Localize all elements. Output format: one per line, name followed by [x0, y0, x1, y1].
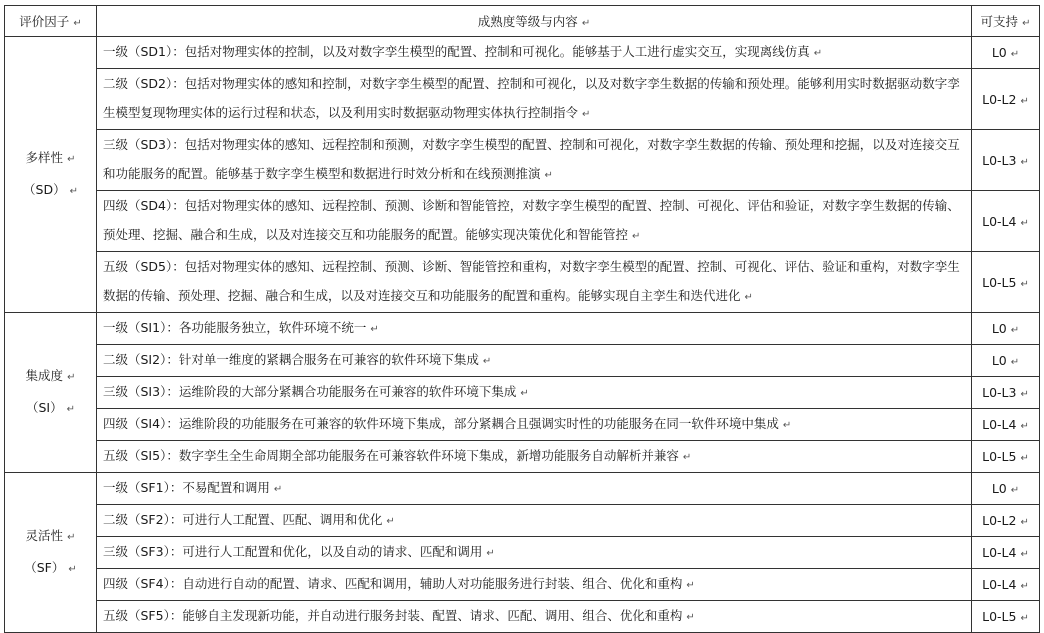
support-level — [972, 191, 1040, 252]
factor-name: 集成度 — [25, 367, 64, 383]
level-description — [97, 313, 972, 345]
support-level — [972, 377, 1040, 409]
description-text: 四级（SF4）：自动进行自动的配置、请求、匹配和调用，辅助人对功能服务进行封装、组合、优化和重构 — [103, 576, 683, 591]
description-text: 五级（SI5）：数字孪生全生命周期全部功能服务在可兼容软件环境下集成，新增功能服务自动解析并兼容 — [103, 448, 679, 463]
header-level-label: 可支持 — [980, 14, 1019, 29]
paragraph-mark-icon: ↵ — [370, 324, 379, 335]
paragraph-mark-icon: ↵ — [581, 18, 591, 29]
table-row — [5, 191, 1040, 252]
paragraph-mark-icon: ↵ — [73, 18, 82, 29]
description-text: 一级（SI1）：各功能服务独立，软件环境不统一 — [103, 320, 367, 335]
description-text: 五级（SD5）：包括对物理实体的感知、远程控制、预测、诊断、智能管控和重构，对数字孪生模型的配置、控制、可视化、评估、验证和重构，对数字孪生数据的传输、预处理、挖掘、融合和生成，以及对连接交互和功能服务的配置和重构。能够实现自主孪生和迭代进化 — [103, 259, 960, 303]
paragraph-mark-icon: ↵ — [67, 531, 76, 543]
table-row — [5, 313, 1040, 345]
paragraph-mark-icon: ↵ — [67, 153, 76, 165]
paragraph-mark-icon: ↵ — [544, 170, 553, 181]
level-description — [97, 505, 972, 537]
level-description — [97, 37, 972, 69]
paragraph-mark-icon: ↵ — [66, 403, 75, 415]
level-description — [97, 441, 972, 473]
factor-cell-integration — [5, 313, 97, 473]
support-level — [972, 569, 1040, 601]
paragraph-mark-icon: ↵ — [632, 231, 641, 242]
description-text: 二级（SD2）：包括对物理实体的感知和控制，对数字孪生模型的配置、控制和可视化，以及对数字孪生数据的传输和预处理。能够利用实时数据驱动数字孪生模型复现物理实体的运行过程和状态，以及利用实时数据驱动物理实体执行控制指令 — [103, 76, 960, 120]
support-level-value: L0-L4 — [982, 417, 1017, 432]
support-level — [972, 441, 1040, 473]
paragraph-mark-icon: ↵ — [1020, 581, 1029, 592]
table-row — [5, 69, 1040, 130]
paragraph-mark-icon: ↵ — [1020, 421, 1029, 432]
support-level-value: L0 — [991, 45, 1007, 60]
support-level-value: L0-L5 — [982, 449, 1017, 464]
table-row — [5, 601, 1040, 633]
description-text: 五级（SF5）：能够自主发现新功能，并自动进行服务封装、配置、请求、匹配、调用、组合、优化和重构 — [103, 608, 683, 623]
table-row — [5, 130, 1040, 191]
paragraph-mark-icon: ↵ — [1010, 49, 1020, 60]
support-level — [972, 409, 1040, 441]
support-level-value: L0-L2 — [982, 91, 1017, 107]
support-level-value: L0-L5 — [982, 274, 1017, 290]
paragraph-mark-icon: ↵ — [1020, 517, 1029, 528]
level-description — [97, 252, 972, 313]
level-description — [97, 130, 972, 191]
level-description — [97, 191, 972, 252]
description-text: 二级（SI2）：针对单一维度的紧耦合服务在可兼容的软件环境下集成 — [103, 352, 479, 367]
support-level — [972, 37, 1040, 69]
table-row — [5, 345, 1040, 377]
table-row — [5, 569, 1040, 601]
paragraph-mark-icon: ↵ — [782, 420, 792, 431]
table-row — [5, 37, 1040, 69]
support-level — [972, 601, 1040, 633]
paragraph-mark-icon: ↵ — [68, 563, 77, 575]
level-description — [97, 601, 972, 633]
description-text: 四级（SI4）：运维阶段的功能服务在可兼容的软件环境下集成，部分紧耦合且强调实时性的功能服务在同一软件环境中集成 — [103, 416, 779, 431]
paragraph-mark-icon: ↵ — [1020, 549, 1029, 560]
description-text: 三级（SD3）：包括对物理实体的感知、远程控制和预测，对数字孪生模型的配置、控制和可视化，对数字孪生数据的传输、预处理和挖掘，以及对连接交互和功能服务的配置。能够基于数字孪生模型和数据进行时效分析和在线预测推演 — [103, 137, 960, 181]
description-text: 二级（SF2）：可进行人工配置、匹配、调用和优化 — [103, 512, 383, 527]
paragraph-mark-icon: ↵ — [69, 185, 78, 197]
support-level-value: L0-L3 — [982, 385, 1017, 400]
table-row — [5, 377, 1040, 409]
factor-code: （SI） — [25, 399, 63, 415]
support-level-value: L0-L4 — [982, 577, 1017, 592]
support-level — [972, 252, 1040, 313]
support-level — [972, 130, 1040, 191]
table-row — [5, 409, 1040, 441]
table-row — [5, 473, 1040, 505]
factor-name: 多样性 — [25, 149, 64, 165]
support-level — [972, 537, 1040, 569]
level-description — [97, 345, 972, 377]
paragraph-mark-icon: ↵ — [686, 580, 695, 591]
paragraph-mark-icon: ↵ — [1020, 453, 1029, 464]
paragraph-mark-icon: ↵ — [67, 371, 76, 383]
paragraph-mark-icon: ↵ — [682, 452, 692, 463]
description-text: 四级（SD4）：包括对物理实体的感知、远程控制、预测、诊断和智能管控，对数字孪生模型的配置、控制、可视化、评估和验证，对数字孪生数据的传输、预处理、挖掘、融合和生成，以及对连接交互和功能服务的配置。能够实现决策优化和智能管控 — [103, 198, 960, 242]
paragraph-mark-icon: ↵ — [1020, 217, 1029, 229]
table-row — [5, 537, 1040, 569]
level-description — [97, 377, 972, 409]
support-level-value: L0 — [991, 481, 1007, 496]
description-text: 一级（SF1）：不易配置和调用 — [103, 480, 270, 495]
factor-code: （SD） — [23, 181, 66, 197]
support-level-value: L0-L4 — [982, 545, 1017, 560]
paragraph-mark-icon: ↵ — [813, 48, 823, 59]
paragraph-mark-icon: ↵ — [686, 612, 695, 623]
paragraph-mark-icon: ↵ — [1010, 325, 1020, 336]
paragraph-mark-icon: ↵ — [1020, 389, 1029, 400]
support-level — [972, 69, 1040, 130]
support-level — [972, 473, 1040, 505]
paragraph-mark-icon: ↵ — [482, 356, 492, 367]
header-level — [972, 6, 1040, 37]
paragraph-mark-icon: ↵ — [386, 516, 395, 527]
support-level — [972, 345, 1040, 377]
table-row — [5, 252, 1040, 313]
support-level-value: L0 — [991, 321, 1007, 336]
paragraph-mark-icon: ↵ — [1020, 278, 1029, 290]
paragraph-mark-icon: ↵ — [1010, 357, 1020, 368]
paragraph-mark-icon: ↵ — [1010, 485, 1020, 496]
paragraph-mark-icon: ↵ — [582, 109, 591, 120]
factor-name: 灵活性 — [25, 527, 64, 543]
support-level — [972, 505, 1040, 537]
paragraph-mark-icon: ↵ — [486, 548, 495, 559]
maturity-table — [4, 5, 1040, 633]
level-description — [97, 409, 972, 441]
support-level-value: L0-L4 — [982, 213, 1017, 229]
header-content-label: 成熟度等级与内容 — [477, 14, 578, 29]
support-level-value: L0-L2 — [982, 513, 1017, 528]
support-level-value: L0-L3 — [982, 152, 1017, 168]
paragraph-mark-icon: ↵ — [744, 292, 753, 303]
description-text: 三级（SI3）：运维阶段的大部分紧耦合功能服务在可兼容的软件环境下集成 — [103, 384, 517, 399]
factor-code: （SF） — [24, 559, 65, 575]
paragraph-mark-icon: ↵ — [520, 388, 529, 399]
paragraph-mark-icon: ↵ — [1022, 18, 1031, 29]
support-level — [972, 313, 1040, 345]
factor-cell-diversity — [5, 37, 97, 313]
support-level-value: L0 — [991, 353, 1007, 368]
factor-cell-flexibility — [5, 473, 97, 633]
table-row — [5, 441, 1040, 473]
level-description — [97, 569, 972, 601]
level-description — [97, 537, 972, 569]
description-text: 一级（SD1）：包括对物理实体的控制，以及对数字孪生模型的配置、控制和可视化。能够基于人工进行虚实交互，实现离线仿真 — [103, 44, 810, 59]
paragraph-mark-icon: ↵ — [273, 484, 283, 495]
header-content — [97, 6, 972, 37]
header-factor-label: 评价因子 — [19, 14, 70, 29]
header-factor — [5, 6, 97, 37]
paragraph-mark-icon: ↵ — [1020, 95, 1029, 107]
paragraph-mark-icon: ↵ — [1020, 156, 1029, 168]
table-row — [5, 505, 1040, 537]
support-level-value: L0-L5 — [982, 609, 1017, 624]
level-description — [97, 473, 972, 505]
header-row — [5, 6, 1040, 37]
paragraph-mark-icon: ↵ — [1020, 613, 1029, 624]
level-description — [97, 69, 972, 130]
description-text: 三级（SF3）：可进行人工配置和优化，以及自动的请求、匹配和调用 — [103, 544, 483, 559]
